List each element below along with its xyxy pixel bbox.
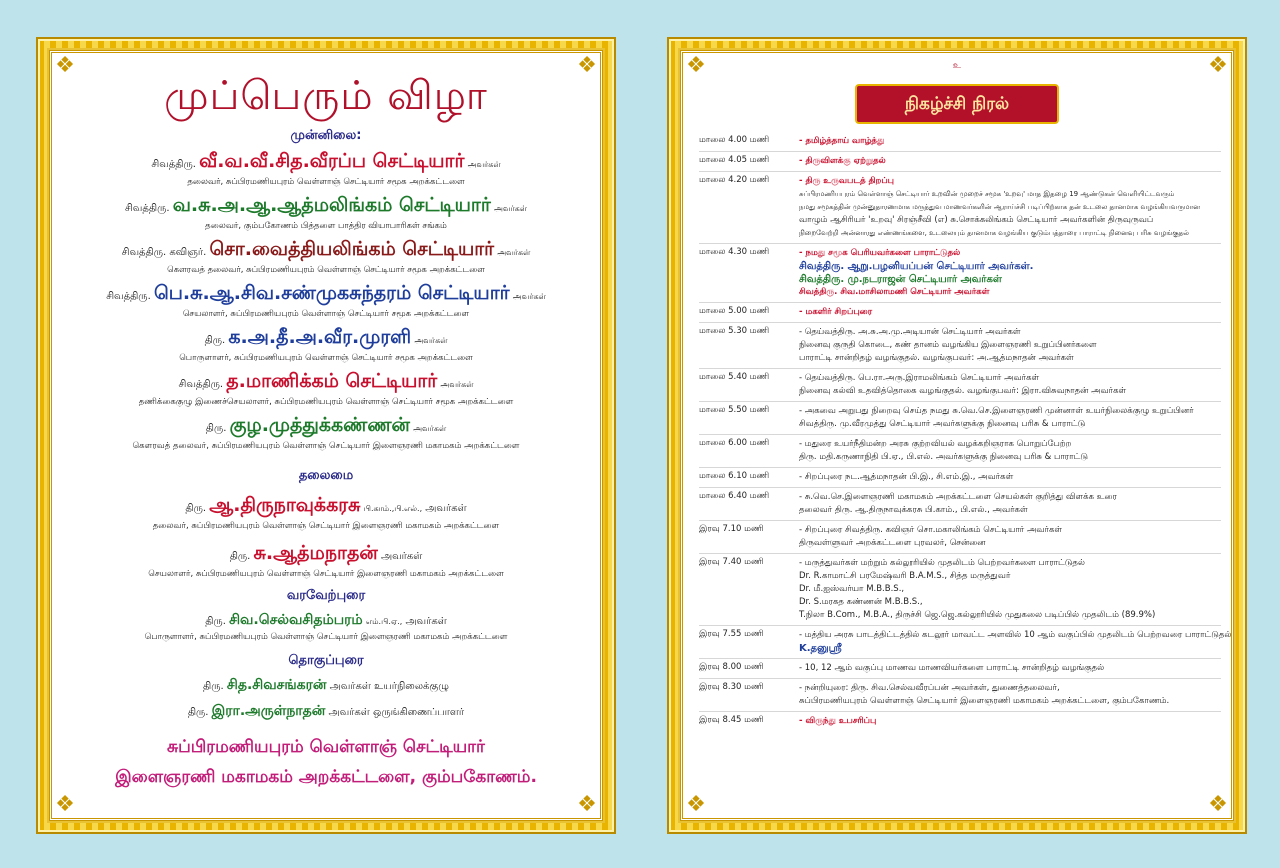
munnilai-role: செயலாளர், சுப்பிரமணியபுரம் வெள்ளாஞ் செட்டியார் சமூக அறக்கட்டளை [182,309,470,319]
schedule-description [799,524,1221,550]
schedule-time: மாலை 5.40 மணி [699,372,770,382]
footer-org-line2: இளைஞரணி மகாமகம் அறக்கட்டளை, கும்பகோணம். [115,767,537,787]
schedule-line: - மகளிர் சிறப்புரை [799,307,873,317]
munnilai-entry [52,150,600,188]
schedule-time: மாலை 4.00 மணி [699,135,770,145]
munnilai-name: த.மாணிக்கம் செட்டியார் [226,370,438,392]
section-varaverpurai: வரவேற்புரை [286,588,366,603]
schedule-time: மாலை 4.30 மணி [699,247,770,257]
chair-name: ஆ.திருநாவுக்கரசு [209,494,361,516]
munnilai-entry [52,370,600,408]
section-munnilai: முன்னிலை: [290,128,362,143]
munnilai-name: பெ.சு.ஆ.சிவ.சண்முகசுந்தரம் செட்டியார் [153,282,510,304]
schedule-row [699,152,1221,172]
schedule-line: நிறைவேற்றி அன்னாரது எண்ணங்களை, உடலையும் தானமாக வழங்கிய குடும்பத்தாரை பாராட்டி நினைவு பரிசு வழங்குதல் [799,229,1189,237]
secretary-role: செயலாளர், சுப்பிரமணியபுரம் வெள்ளாஞ் செட்டியார் இளைஞரணி மகாமகம் அறக்கட்டளை [148,569,504,579]
munnilai-role: தலைவர், கும்பகோணம் பித்தளை பாத்திர வியாபாரிகள் சங்கம் [205,221,447,231]
schedule-time: இரவு 7.55 மணி [699,629,764,639]
corner-ornament-icon: ❖ [686,792,706,817]
munnilai-prefix: சிவத்திரு. [106,291,151,302]
schedule-time: இரவு 8.45 மணி [699,715,764,725]
welcome-prefix: திரு. [205,616,226,627]
schedule-line: - விருந்து உபசரிப்பு [799,716,877,726]
munnilai-suffix: அவர்கள் [497,248,531,257]
schedule-time: இரவு 7.40 மணி [699,557,764,567]
schedule-time: மாலை 5.00 மணி [699,306,770,316]
munnilai-entry [52,414,600,452]
schedule-line: பாராட்டி சான்றிதழ் வழங்குதல். வழங்குபவர்: அ.ஆத்மநாதன் அவர்கள் [799,353,1074,363]
schedule-time: மாலை 6.10 மணி [699,471,770,481]
footer-org-line1: சுப்பிரமணியபுரம் வெள்ளாஞ் செட்டியார் [167,737,485,757]
munnilai-prefix: திரு. [205,423,227,434]
left-frame [49,50,603,821]
munnilai-name: சொ.வைத்தியலிங்கம் செட்டியார் [209,238,495,260]
munnilai-suffix: அவர்கள் [493,204,528,213]
compere2-entry [52,703,600,721]
corner-ornament-icon: ❖ [577,792,597,817]
munnilai-suffix: அவர்கள் [413,424,447,433]
schedule-row [699,244,1221,303]
schedule-description [799,629,1232,655]
schedule-line: நினைவு குருதி கொடை, கண் தானம் வழங்கிய இளைஞரணி உறுப்பினர்களை [799,340,1097,350]
munnilai-prefix: சிவத்திரு. [178,379,224,390]
corner-ornament-icon: ❖ [55,792,75,817]
munnilai-name: க.அ.தீ.அ.வீர.முரளி [228,326,412,348]
munnilai-prefix: திரு. [204,335,226,346]
schedule-description [799,175,1221,240]
schedule-line: - நன்றியுரை: திரு. சிவ.செல்வவீரப்பன் அவர்கள், துணைத்தலைவர், [799,683,1060,693]
munnilai-suffix: அவர்கள் [440,380,474,389]
schedule-description [799,405,1221,431]
schedule-line: சிவத்திரு. ஆறு.பழனியப்பன் செட்டியார் அவர்கள். [799,261,1034,272]
secretary-name: சு.ஆத்மநாதன் [253,542,378,564]
munnilai-role: தணிக்கைகுழு இணைச்செயலாளர், சுப்பிரமணியபுரம் வெள்ளாஞ் செட்டியார் சமூக அறக்கட்டளை [138,397,514,407]
schedule-line: - தமிழ்த்தாய் வாழ்த்து [799,136,885,146]
schedule-line: திருவள்ளுவர் அறக்கட்டளை புரவலர், சென்னை [799,538,986,548]
compere2-suffix: அவர்கள் ஒருங்கிணைப்பாளர் [328,707,465,718]
schedule-time: மாலை 5.30 மணி [699,326,770,336]
munnilai-suffix: அவர்கள் [512,292,546,301]
munnilai-role: தலைவர், சுப்பிரமணியபுரம் வெள்ளாஞ் செட்டியார் சமூக அறக்கட்டளை [187,177,465,187]
schedule-line: - நமது சமூக பெரியவர்களை பாராட்டுதல் [799,248,961,258]
schedule-time: இரவு 8.00 மணி [699,662,764,672]
schedule-description [799,438,1221,464]
munnilai-suffix: அவர்கள் [414,336,448,345]
chair-prefix: திரு. [185,503,207,514]
schedule-line: Dr. R.காமாட்சி பரமேஷ்வரி B.A.M.S., சித்த மருத்துவர் [799,571,1011,581]
schedule-line: - சிறப்புரை நட.ஆத்மநாதன் பி.இ., சி.எம்.இ., அவர்கள் [799,472,1014,482]
munnilai-prefix: சிவத்திரு. [151,159,196,170]
corner-ornament-icon: ❖ [1208,792,1228,817]
schedule-time: மாலை 4.05 மணி [699,155,770,165]
schedule-line: - திரு உருவபடத் திறப்பு [799,176,894,186]
schedule-description [799,715,1221,728]
schedule-row [699,679,1221,712]
schedule-description [799,557,1221,622]
schedule-description [799,372,1221,398]
schedule-time: மாலை 6.40 மணி [699,491,770,501]
munnilai-prefix: சிவத்திரு. [124,203,170,214]
compere2-prefix: திரு. [187,707,209,718]
secretary-suffix: அவர்கள் [380,551,423,562]
compere2-name: இரா.அருள்நாதன் [211,703,326,719]
schedule-line: சுப்பிரமணியபுரம் வெள்ளாஞ் செட்டியார் இளைஞரணி மகாமகம் அறக்கட்டளை, கும்பகோணம். [799,696,1170,706]
compere1-prefix: திரு. [203,681,224,692]
munnilai-entry [52,326,600,364]
schedule-row [699,323,1221,369]
schedule-row [699,303,1221,323]
munnilai-role: பொருளாளர், சுப்பிரமணியபுரம் வெள்ளாஞ் செட்டியார் சமூக அறக்கட்டளை [179,353,473,363]
schedule-line: - 10, 12 ஆம் வகுப்பு மாணவ மாணவியர்களை பாராட்டி சான்றிதழ் வழங்குதல் [799,663,1105,673]
schedule-line: - சிறப்புரை சிவத்திரு. கவிஞர் சொ.மகாலிங்கம் செட்டியார் அவர்கள் [799,525,1063,535]
munnilai-prefix: சிவத்திரு. கவிஞர். [121,247,207,258]
section-thoguppurai: தொகுப்புரை [288,653,364,668]
chair-role: தலைவர், சுப்பிரமணியபுரம் வெள்ளாஞ் செட்டியார் இளைஞரணி மகாமகம் அறக்கட்டளை [152,521,500,531]
schedule-line: சிவத்திரு. மு.நடராஜன் செட்டியார் அவர்கள் [799,274,1002,285]
compere1-name: சித.சிவசங்கரன் [226,677,327,693]
schedule-time: மாலை 5.50 மணி [699,405,770,415]
chair-degree: பி.காம்.,பி.எல்., [363,504,423,513]
schedule-description [799,326,1221,365]
schedule-description [799,247,1221,299]
welcome-suffix: அவர்கள் [405,616,447,627]
programme-banner: நிகழ்ச்சி நிரல் [855,84,1059,124]
schedule-line: - தெய்வத்திரு. அ.சு.அ.மு.அடியான் செட்டியார் அவர்கள் [799,327,1021,337]
schedule-row [699,172,1221,244]
compere1-entry [52,677,600,695]
welcome-entry [52,612,600,643]
corner-ornament-icon: ❖ [686,53,706,78]
right-programme-panel [667,37,1247,834]
munnilai-entry [52,282,600,320]
schedule-description [799,491,1221,517]
schedule-description [799,135,1221,148]
munnilai-name: வீ.வ.வீ.சித.வீரப்ப செட்டியார் [199,150,465,172]
secretary-prefix: திரு. [229,551,251,562]
munnilai-entry [52,238,600,276]
schedule-line: திரு. மதி.கருணாநிதி பி.ஏ., பி.எல். அவர்களுக்கு நினைவு பரிசு & பாராட்டு [799,452,1088,462]
schedule-line: தலைவர் திரு. ஆ.திருநாவுக்கரசு பி.காம்., பி.எல்., அவர்கள் [799,505,1028,515]
munnilai-entry [52,194,600,232]
munnilai-role: கௌரவத் தலைவர், சுப்பிரமணியபுரம் வெள்ளாஞ் செட்டியார் இளைஞரணி மகாமகம் அறக்கட்டளை [132,441,520,451]
munnilai-name: குழ.முத்துக்கண்ணன் [229,414,410,436]
schedule-line: Dr. S.மரகத கண்ணன் M.B.B.S., [799,597,923,607]
corner-ornament-icon: ❖ [1208,53,1228,78]
munnilai-suffix: அவர்கள் [467,160,501,169]
schedule-row [699,488,1221,521]
programme-schedule [699,132,1232,731]
schedule-time: மாலை 4.20 மணி [699,175,770,185]
schedule-row [699,626,1232,659]
schedule-line: - மத்திய அரசு பாடத்திட்டத்தில் கடலூர் மாவட்ட அளவில் 10 ஆம் வகுப்பில் முதலிடம் பெற்றவரை பாராட்டுதல் [799,630,1232,640]
schedule-line: - மதுரை உயர்நீதிமன்ற அரசு குற்றவியல் வழக்கறிஞராக பொறுப்பேற்ற [799,439,1072,449]
corner-ornament-icon: ❖ [55,53,75,78]
schedule-line: சிவத்திரு. சிவ.மாசிலாமணி செட்டியார் அவர்கள் [799,287,990,297]
schedule-line: T.நிலா B.Com., M.B.A., திருச்சி ஜெ.ஜெ.கல்லூரியில் முதுகலை படிப்பில் முதலிடம் (89.9%) [799,610,1156,620]
schedule-description [799,155,1221,168]
schedule-line: நமது சமூகத்தின் முன்னுதாரணமாக மருத்துவ மாணவர்களின் ஆராய்ச்சி படிப்பிற்காக தன் உடலை தானமாக வழங்கியவருமான [799,203,1201,211]
section-thalaimai: தலைமை [298,468,354,483]
schedule-line: சிவத்திரு. மு.வீரமுத்து செட்டியார் அவர்களுக்கு நினைவு பரிசு & பாராட்டு [799,419,1086,429]
compere1-suffix: அவர்கள் உயர்நிலைக்குழு [329,681,449,692]
schedule-description [799,662,1221,675]
schedule-line: - திருவிளக்கு ஏற்றுதல் [799,156,886,166]
chair-entry [52,494,600,532]
welcome-degree: எம்.பி.ஏ., [365,617,403,626]
pillaiyar-suzhi: உ [952,61,962,71]
left-invitation-panel [36,37,616,834]
schedule-time: இரவு 8.30 மணி [699,682,764,692]
chair-suffix: அவர்கள் [425,503,467,514]
welcome-role: பொருளாளர், சுப்பிரமணியபுரம் வெள்ளாஞ் செட்டியார் இளைஞரணி மகாமகம் அறக்கட்டளை [144,632,508,642]
schedule-row [699,521,1221,554]
welcome-name: சிவ.செல்வசிதம்பரம் [229,612,363,628]
schedule-time: இரவு 7.10 மணி [699,524,764,534]
schedule-description [799,682,1221,708]
schedule-line: - அகவை அறுபது நிறைவு செய்த நமது சு.வெ.செ.இளைஞரணி முன்னாள் உயர்நிலைக்குழு உறுப்பினர் [799,406,1194,416]
schedule-line: Dr. மீ.ஐஸ்வர்யா M.B.B.S., [799,584,905,594]
schedule-row [699,712,1221,731]
schedule-description [799,306,1221,319]
schedule-row [699,132,1221,152]
schedule-row [699,659,1221,679]
corner-ornament-icon: ❖ [577,53,597,78]
munnilai-name: வ.சு.அ.ஆ.ஆத்மலிங்கம் செட்டியார் [172,194,491,216]
right-frame [680,50,1234,821]
munnilai-role: கௌரவத் தலைவர், சுப்பிரமணியபுரம் வெள்ளாஞ் செட்டியார் சமூக அறக்கட்டளை [167,265,485,275]
schedule-row [699,435,1221,468]
schedule-line: நினைவு கல்வி உதவித்தொகை வழங்குதல். வழங்குபவர்: இரா.விசுவநாதன் அவர்கள் [799,386,1127,396]
schedule-row [699,369,1221,402]
secretary-entry [52,542,600,580]
schedule-row [699,554,1221,626]
schedule-line: சுப்பிரமணியபுரம் வெள்ளாஞ் செட்டியார் உறவின் முறைச் சமூக 'உறவு' மாத இதழை 19 ஆண்டுகள் வெளியிட்டவரும் [799,190,1175,198]
schedule-line: - மருத்துவர்கள் மற்றும் கல்லூரியில் முதலிடம் பெற்றவர்களை பாராட்டுதல் [799,558,1085,568]
event-title: முப்பெரும் விழா [164,73,488,119]
schedule-row [699,468,1221,488]
schedule-row [699,402,1221,435]
schedule-time: மாலை 6.00 மணி [699,438,770,448]
schedule-line: - தெய்வத்திரு. பெ.ரா.அரு.இராமலிங்கம் செட்டியார் அவர்கள் [799,373,1040,383]
schedule-line: வாழும் ஆசிரியர் 'உறவு' சிரஞ்சீவி (எ) சு.சொக்கலிங்கம் செட்டியார் அவர்களின் திருவுருவப் [799,215,1154,225]
schedule-line: - சு.வெ.செ.இளைஞரணி மகாமகம் அறக்கட்டளை செயல்கள் குறித்து விளக்க உரை [799,492,1117,502]
schedule-description [799,471,1221,484]
schedule-line: K.தனுஸ்ரீ [799,643,842,654]
